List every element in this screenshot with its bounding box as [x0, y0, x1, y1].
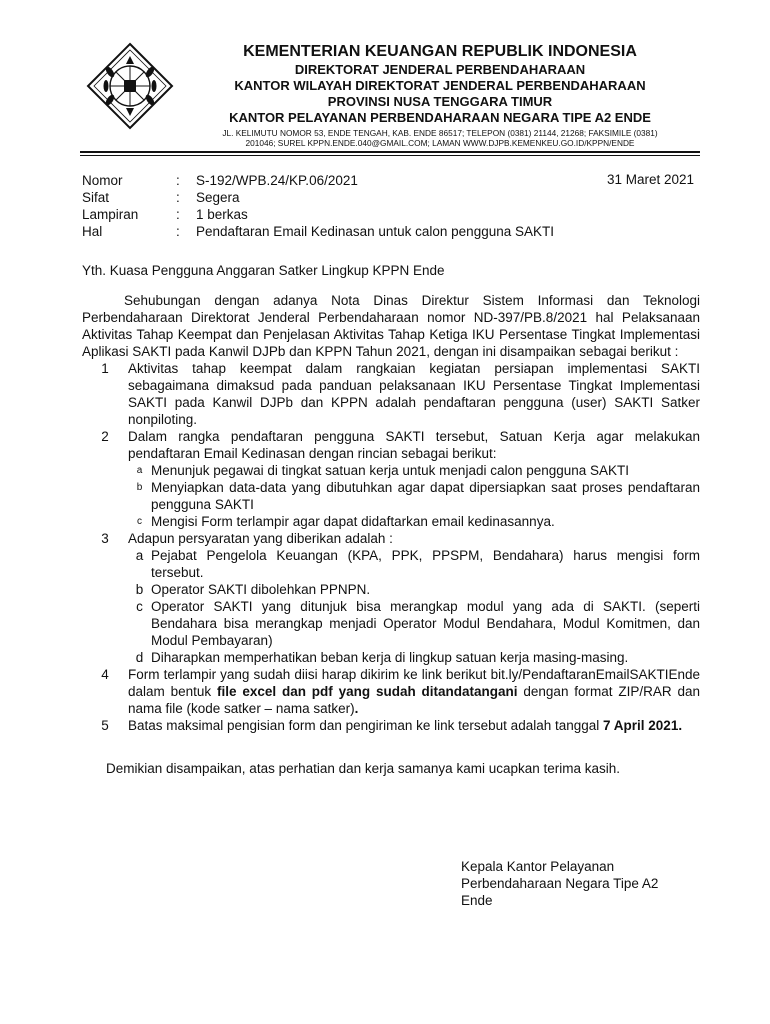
closing-paragraph: Demikian disampaikan, atas perhatian dan kerja samanya kami ucapkan terima kasih. — [106, 761, 621, 776]
sub-letter: c — [137, 516, 142, 527]
signature-line-1: Kepala Kantor Pelayanan — [461, 859, 615, 874]
address-line-2: 201046; SUREL KPPN.ENDE.040@GMAIL.COM; LAMAN WWW.DJPB.KEMENKEU.GO.ID/KPPN/ENDE — [245, 138, 635, 148]
sub-item-3a — [128, 547, 700, 581]
sub-item-3b — [128, 581, 700, 598]
item4-text-a: Form terlampir yang sudah diisi harap dikirim ke link berikut bit.ly/PendaftaranEmailSAKTIEnde dalam bentuk — [128, 667, 700, 699]
hal-value: Pendaftaran Email Kedinasan untuk calon pengguna SAKTI — [196, 224, 554, 239]
lampiran-label: Lampiran — [82, 207, 139, 222]
sub-text: Mengisi Form terlampir agar dapat didaftarkan email kedinasannya. — [151, 514, 555, 529]
list-text: Dalam rangka pendaftaran pengguna SAKTI tersebut, Satuan Kerja agar melakukan pendaftaran Email Kedinasan dengan rincian sebagai berikut: — [128, 429, 700, 461]
colon: : — [176, 190, 180, 205]
list-number: 5 — [101, 718, 109, 733]
item4-text-b: dengan format ZIP/RAR dan nama file (kode satker – nama satker) — [128, 684, 700, 716]
nomor-label: Nomor — [82, 173, 123, 188]
list-item-5 — [82, 717, 700, 734]
sub-item-2b — [128, 479, 700, 513]
nomor-value: S-192/WPB.24/KP.06/2021 — [196, 173, 358, 188]
list-text: Aktivitas tahap keempat dalam rangkaian kegiatan persiapan implementasi SAKTI sebagaimana dimaksud pada panduan pelaksanaan IKU Persentase Tingkat Implementasi SAKTI pada Kanwil DJPb dan KPPN adalah pendaftaran pengguna (user) SAKTI Satker nonpiloting. — [128, 361, 700, 427]
letterhead — [180, 42, 700, 148]
item4-bold-period: . — [354, 701, 359, 716]
meta-row-hal — [82, 223, 694, 240]
lampiran-value: 1 berkas — [196, 207, 248, 222]
sub-item-3c — [128, 598, 700, 649]
sub-text: Menyiapkan data-data yang dibutuhkan agar dapat dipersiapkan saat proses pendaftaran pengguna SAKTI — [151, 480, 700, 512]
office-name: KANTOR PELAYANAN PERBENDAHARAAN NEGARA TIPE A2 ENDE — [229, 110, 651, 125]
regional-office-name: KANTOR WILAYAH DIREKTORAT JENDERAL PERBENDAHARAAN — [234, 78, 646, 93]
list-text — [128, 717, 700, 734]
sub-letter: a — [135, 548, 144, 563]
letterhead-rule-thin — [80, 155, 700, 156]
directorate-name: DIREKTORAT JENDERAL PERBENDAHARAAN — [294, 62, 586, 77]
sub-text: Operator SAKTI dibolehkan PPNPN. — [151, 582, 371, 597]
list-number: 1 — [101, 361, 109, 376]
province-name: PROVINSI NUSA TENGGARA TIMUR — [327, 94, 553, 109]
letter-metadata — [82, 172, 694, 240]
list-text: Adapun persyaratan yang diberikan adalah : — [128, 531, 393, 546]
item5-text: Batas maksimal pengisian form dan pengiriman ke link tersebut adalah tanggal — [128, 718, 604, 733]
meta-row-lampiran — [82, 206, 694, 223]
meta-row-sifat — [82, 189, 694, 206]
list-item-1 — [82, 360, 700, 428]
signature-line-2: Perbendaharaan Negara Tipe A2 — [461, 876, 659, 891]
sifat-label: Sifat — [82, 190, 110, 205]
list-number: 2 — [101, 429, 109, 444]
letterhead-rule-thick — [80, 151, 700, 153]
item5-deadline: 7 April 2021. — [603, 718, 683, 733]
letter-date: 31 Maret 2021 — [606, 172, 694, 187]
sifat-value: Segera — [196, 190, 240, 205]
sub-item-2a — [128, 462, 700, 479]
sub-item-3d — [128, 649, 700, 666]
sub-letter: a — [136, 465, 143, 476]
colon: : — [176, 207, 180, 222]
salutation: Yth. Kuasa Pengguna Anggaran Satker Lingkup KPPN Ende — [82, 263, 445, 278]
letter-body — [82, 262, 700, 777]
sub-text: Menunjuk pegawai di tingkat satuan kerja untuk menjadi calon pengguna SAKTI — [151, 463, 630, 478]
address-line-1: JL. KELIMUTU NOMOR 53, ENDE TENGAH, KAB. ENDE 86517; TELEPON (0381) 21144, 21268; FAKSIMILE (0381) — [222, 128, 658, 138]
sub-letter: b — [135, 582, 144, 597]
colon: : — [176, 173, 180, 188]
sub-text: Operator SAKTI yang ditunjuk bisa merangkap modul yang ada di SAKTI. (seperti Bendahara bisa merangkap menjadi Operator Modul Bendahara, Modul Komitmen, dan Modul Pembayaran) — [151, 599, 700, 648]
colon: : — [176, 224, 180, 239]
signature-block — [461, 858, 658, 909]
list-item-3 — [82, 530, 700, 666]
sub-letter: c — [136, 599, 143, 614]
meta-row-nomor — [82, 172, 694, 189]
sub-item-2c — [128, 513, 700, 530]
list-number: 4 — [101, 667, 109, 682]
sub-letter: b — [136, 482, 143, 493]
ministry-emblem-icon — [86, 42, 174, 130]
list-text — [128, 666, 700, 717]
sub-text: Pejabat Pengelola Keuangan (KPA, PPK, PPSPM, Bendahara) harus mengisi form tersebut. — [151, 548, 700, 580]
item4-bold-file-format: file excel dan pdf yang sudah ditandatangani — [216, 684, 518, 699]
sub-letter: d — [135, 650, 144, 665]
list-item-2 — [82, 428, 700, 530]
list-item-4 — [82, 666, 700, 717]
list-number: 3 — [101, 531, 109, 546]
ministry-name: KEMENTERIAN KEUANGAN REPUBLIK INDONESIA — [243, 43, 637, 60]
sub-text: Diharapkan memperhatikan beban kerja di lingkup satuan kerja masing-masing. — [151, 650, 629, 665]
signature-line-3: Ende — [461, 893, 493, 908]
intro-paragraph: Sehubungan dengan adanya Nota Dinas Direktur Sistem Informasi dan Teknologi Perbendaharaan Direktorat Jenderal Perbendaharaan nomor ND-397/PB.8/2021 hal Pelaksanaan Aktivitas Tahap Keempat dan Penjelasan Aktivitas Tahap Ketiga IKU Persentase Tingkat Implementasi Aplikasi SAKTI pada Kanwil DJPb dan KPPN Tahun 2021, dengan ini disampaikan sebagai berikut : — [82, 293, 700, 359]
hal-label: Hal — [82, 224, 103, 239]
